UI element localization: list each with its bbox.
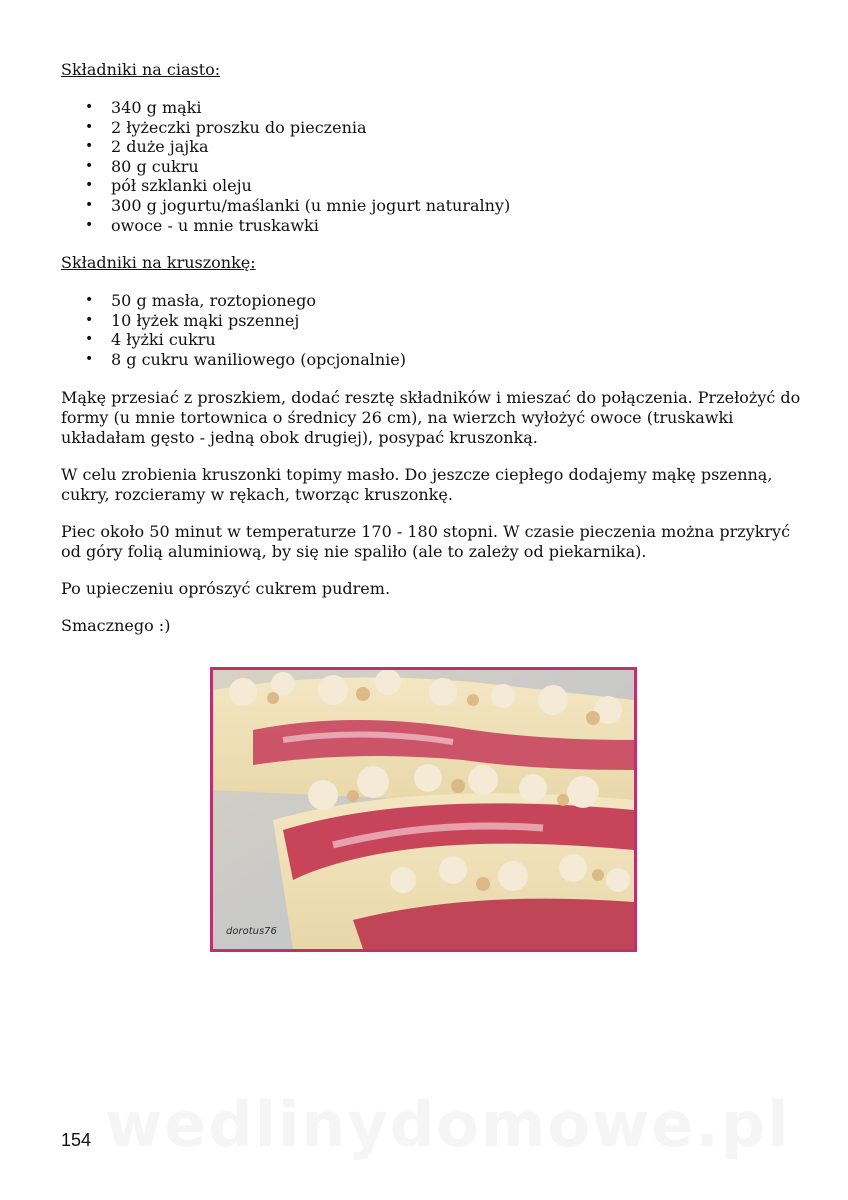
crumble-heading: Składniki na kruszonkę: <box>61 253 256 273</box>
instructions-paragraph: Mąkę przesiać z proszkiem, dodać resztę składników i mieszać do połączenia. Przełożyć do formy (u mnie tortownica o średnicy 26 cm), na wierzch wyłożyć owoce (truskawki układałam gęsto - jedną obok drugiej), posypać kruszonką. <box>61 387 801 447</box>
page-number: 154 <box>61 1130 92 1150</box>
dough-ingredients-list <box>61 98 801 235</box>
list-item: • owoce - u mnie truskawki <box>111 216 801 236</box>
list-item: • 300 g jogurtu/maślanki (u mnie jogurt naturalny) <box>111 196 801 216</box>
cake-illustration <box>213 670 634 949</box>
cake-photo <box>210 667 637 952</box>
list-item: • 340 g mąki <box>111 98 801 118</box>
crumble-ingredients-list <box>61 291 801 369</box>
list-item: • 50 g masła, roztopionego <box>111 291 801 311</box>
page-content <box>61 60 801 653</box>
list-item: • pół szklanki oleju <box>111 176 801 196</box>
list-item: • 4 łyżki cukru <box>111 330 801 350</box>
crumble-paragraph: W celu zrobienia kruszonki topimy masło. Do jeszcze ciepłego dodajemy mąkę pszenną, cukry, rozcieramy w rękach, tworząc kruszonkę. <box>61 464 773 504</box>
dough-heading: Składniki na ciasto: <box>61 60 221 79</box>
list-item: • 10 łyżek mąki pszennej <box>111 311 801 331</box>
watermark: wedlinydomowe.pl <box>105 1088 791 1161</box>
list-item: • 80 g cukru <box>111 157 801 177</box>
baking-paragraph: Piec około 50 minut w temperaturze 170 - 180 stopni. W czasie pieczenia można przykryć od góry folią aluminiową, by się nie spaliło (ale to zależy od piekarnika). <box>61 521 791 561</box>
photo-signature: dorotus76 <box>226 926 277 937</box>
finishing-paragraph: Po upieczeniu oprószyć cukrem pudrem. <box>61 578 391 598</box>
closing-paragraph: Smacznego :) <box>61 615 171 635</box>
list-item: • 8 g cukru waniliowego (opcjonalnie) <box>111 350 801 370</box>
list-item: • 2 duże jajka <box>111 137 801 157</box>
list-item: • 2 łyżeczki proszku do pieczenia <box>111 118 801 138</box>
